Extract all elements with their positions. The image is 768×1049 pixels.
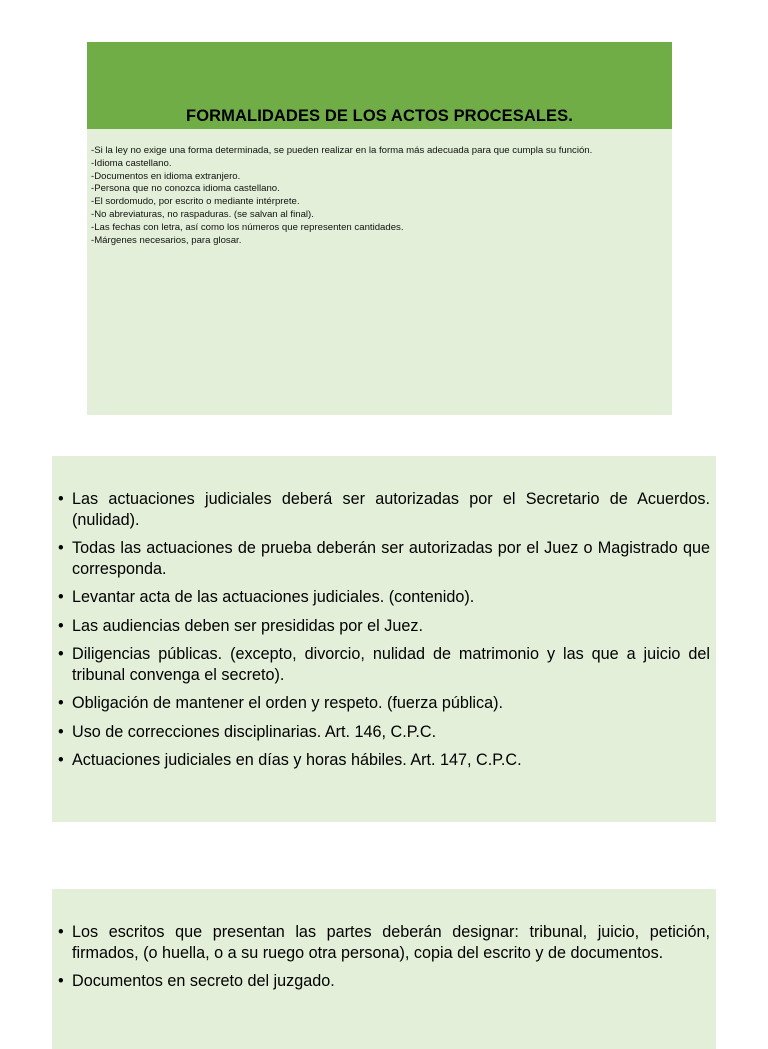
bullet-item <box>58 722 710 743</box>
bullet-item <box>58 538 710 579</box>
bullet-text: Documentos en secreto del juzgado. <box>72 972 335 990</box>
bullet-text: Actuaciones judiciales en días y horas hábiles. Art. 147, C.P.C. <box>72 751 522 769</box>
bullet-icon: • <box>58 539 64 557</box>
bullet-text: Las actuaciones judiciales deberá ser autorizadas por el Secretario de Acuerdos. (nulidad). <box>72 490 710 529</box>
slide-header <box>87 42 672 129</box>
bullet-icon: • <box>58 694 64 712</box>
formality-line: -Persona que no conozca idioma castellano. <box>91 183 280 195</box>
bullet-item <box>58 922 710 963</box>
bullet-icon: • <box>58 490 64 508</box>
formality-line: -No abreviaturas, no raspaduras. (se salvan al final). <box>91 208 314 220</box>
bullet-icon: • <box>58 588 64 606</box>
formalities-list <box>87 129 672 247</box>
formality-line: -Márgenes necesarios, para glosar. <box>91 234 242 246</box>
slide-formalidades <box>87 42 672 415</box>
bullet-icon: • <box>58 645 64 663</box>
bullet-text: Uso de correcciones disciplinarias. Art. 146, C.P.C. <box>72 722 437 741</box>
bullet-text: Diligencias públicas. (excepto, divorcio, nulidad de matrimonio y las que a juicio del tribunal convenga el secreto). <box>72 645 710 684</box>
bullet-item <box>58 489 710 530</box>
bullet-text: Levantar acta de las actuaciones judiciales. (contenido). <box>72 588 475 606</box>
slide-title: FORMALIDADES DE LOS ACTOS PROCESALES. <box>186 107 573 125</box>
bullet-icon: • <box>58 722 64 741</box>
formality-line: -El sordomudo, por escrito o mediante intérprete. <box>91 196 300 208</box>
bullet-item <box>58 644 710 685</box>
bullet-item <box>58 971 710 992</box>
bullet-item <box>58 616 710 637</box>
formality-line: -Idioma castellano. <box>91 157 172 169</box>
formality-line: -Si la ley no exige una forma determinada, se pueden realizar en la forma más adecuada para que cumpla su función. <box>91 145 593 156</box>
slide-escritos <box>52 889 716 1049</box>
bullet-text: Los escritos que presentan las partes deberán designar: tribunal, juicio, petición, firmados, (o huella, o a su ruego otra persona), copia del escrito y de documentos. <box>72 923 710 962</box>
bullet-icon: • <box>58 972 64 990</box>
bullet-icon: • <box>58 751 64 769</box>
bullet-item <box>58 587 710 608</box>
bullet-text: Obligación de mantener el orden y respeto. (fuerza pública). <box>72 694 504 712</box>
bullet-icon: • <box>58 923 64 941</box>
bullet-item <box>58 693 710 714</box>
escritos-bullet-list <box>52 889 716 992</box>
bullet-text: Todas las actuaciones de prueba deberán ser autorizadas por el Juez o Magistrado que corresponda. <box>72 539 710 578</box>
bullet-text: Las audiencias deben ser presididas por el Juez. <box>72 616 423 635</box>
bullet-icon: • <box>58 616 64 635</box>
actuaciones-bullet-list <box>52 456 716 771</box>
formality-line: -Documentos en idioma extranjero. <box>91 170 241 182</box>
bullet-item <box>58 750 710 771</box>
slide-actuaciones <box>52 456 716 822</box>
formality-line: -Las fechas con letra, así como los números que representen cantidades. <box>91 221 404 233</box>
